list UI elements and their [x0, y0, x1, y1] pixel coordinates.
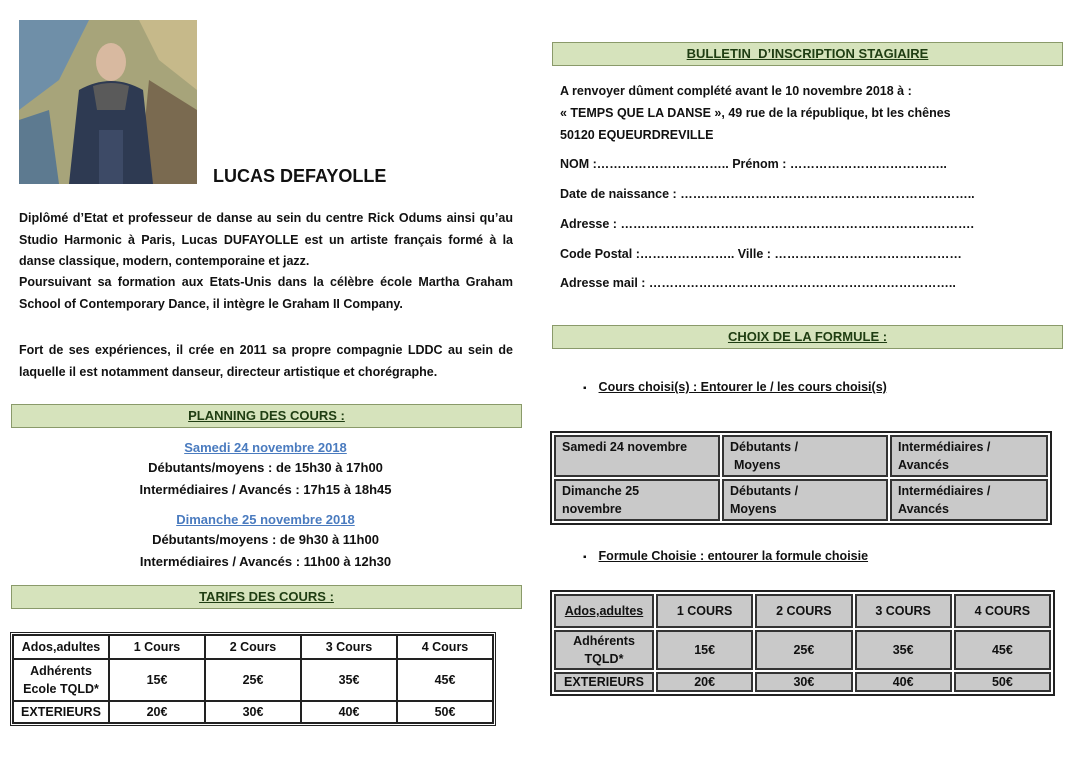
bio-paragraph-3: Fort de ses expériences, il crée en 2011 sa propre compagnie LDDC au sein de laquelle il est notamment danseur, directeur artistique et chorégraphe.	[19, 343, 513, 379]
bullet-formule	[583, 549, 868, 563]
bullet-glyph: ▪	[583, 552, 587, 563]
formule-table	[550, 590, 1055, 696]
formule-option-2[interactable]: 2 COURS	[755, 594, 852, 628]
formule-option-1[interactable]: 1 COURS	[656, 594, 753, 628]
tarifs-band	[11, 585, 522, 609]
form-adresse-mail[interactable]: Adresse mail : ………………………………………………………………..	[560, 276, 956, 290]
table-cell: 50€	[397, 701, 493, 723]
bio-paragraph-1: Diplômé d’Etat et professeur de danse au sein du centre Rick Odums ainsi qu’au Studio Harmonic à Paris, Lucas DUFAYOLLE est un artiste français formé à la danse classique, modern, contemporaine et jazz.	[19, 211, 513, 268]
table-cell: 35€	[301, 659, 397, 701]
table-cell: Adhérents Ecole TQLD*	[13, 659, 109, 701]
cours-cell-text: Débutants /	[730, 484, 799, 498]
cours-cell-text: Avancés	[898, 458, 949, 472]
table-row	[13, 659, 493, 701]
table-cell: 1 Cours	[109, 635, 205, 659]
address-line-3: 50120 EQUEURDREVILLE	[560, 128, 714, 142]
table-cell: EXTERIEURS	[13, 701, 109, 723]
cours-cell-text: Intermédiaires /	[898, 484, 991, 498]
day2-title: Dimanche 25 novembre 2018	[176, 512, 355, 527]
cours-cell-text: Débutants /	[730, 440, 799, 454]
form-date-naissance[interactable]: Date de naissance : ……………………………………………………………..	[560, 187, 975, 201]
table-row	[554, 479, 1048, 521]
table-cell: Ados,adultes	[564, 604, 644, 618]
bullet-cours-text: Cours choisi(s) : Entourer le / les cours choisi(s)	[598, 380, 887, 394]
formule-price-cell[interactable]: 35€	[855, 630, 952, 670]
cours-cell-samedi[interactable]	[554, 435, 720, 477]
cours-cell-dimanche-debutants[interactable]	[722, 479, 888, 521]
formule-band	[552, 325, 1063, 349]
formule-price-cell[interactable]: 25€	[755, 630, 852, 670]
formule-price-cell[interactable]: 15€	[656, 630, 753, 670]
bulletin-band	[552, 42, 1063, 66]
table-cell: 25€	[205, 659, 301, 701]
table-cell: 45€	[397, 659, 493, 701]
bullet-formule-text: Formule Choisie : entourer la formule choisie	[598, 549, 869, 563]
bulletin-title: BULLETIN D’INSCRIPTION STAGIAIRE	[686, 46, 929, 61]
table-cell: 2 Cours	[205, 635, 301, 659]
address-line-1: A renvoyer dûment complété avant le 10 novembre 2018 à :	[560, 84, 912, 98]
table-row	[554, 672, 1051, 692]
table-cell: 3 Cours	[301, 635, 397, 659]
cours-cell-text: Intermédiaires /	[898, 440, 991, 454]
cours-cell-dimanche[interactable]	[554, 479, 720, 521]
day2-line2: Intermédiaires / Avancés : 11h00 à 12h30	[139, 554, 392, 569]
cours-cell-text: Samedi 24 novembre	[562, 440, 688, 454]
day1-line2: Intermédiaires / Avancés : 17h15 à 18h45	[139, 482, 392, 497]
formule-price-cell[interactable]: 50€	[954, 672, 1051, 692]
planning-band	[11, 404, 522, 428]
day1-title: Samedi 24 novembre 2018	[184, 440, 347, 455]
form-code-postal-ville[interactable]: Code Postal :………………….. Ville : ………………………………………	[560, 247, 962, 261]
table-cell: 20€	[109, 701, 205, 723]
cours-cell-samedi-debutants[interactable]	[722, 435, 888, 477]
formule-price-cell[interactable]: 45€	[954, 630, 1051, 670]
planning-title: PLANNING DES COURS :	[188, 408, 345, 423]
cours-cell-samedi-intermediaires[interactable]	[890, 435, 1048, 477]
address-line-2: « TEMPS QUE LA DANSE », 49 rue de la république, bt les chênes	[560, 106, 951, 120]
formule-price-cell[interactable]: 30€	[755, 672, 852, 692]
table-cell: Adhérents TQLD*	[554, 630, 654, 670]
cours-cell-text: Dimanche 25	[562, 484, 640, 498]
formule-header-cell	[554, 594, 654, 628]
tarifs-table	[10, 632, 496, 726]
formule-price-cell[interactable]: 20€	[656, 672, 753, 692]
portrait-image	[19, 20, 197, 184]
formule-option-4[interactable]: 4 COURS	[954, 594, 1051, 628]
cours-cell-text: novembre	[562, 502, 622, 516]
table-row	[13, 635, 493, 659]
bio-paragraph-2: Poursuivant sa formation aux Etats-Unis dans la célèbre école Martha Graham School of Contemporary Dance, il intègre le Graham II Company.	[19, 275, 513, 311]
form-adresse[interactable]: Adresse : ………………………………………………………………………….	[560, 217, 974, 231]
schedule	[11, 438, 520, 573]
cours-cell-text: Moyens	[734, 458, 781, 472]
table-cell: 30€	[205, 701, 301, 723]
formule-price-cell[interactable]: 40€	[855, 672, 952, 692]
cours-cell-text: Avancés	[898, 502, 949, 516]
teacher-name: LUCAS DEFAYOLLE	[213, 166, 387, 186]
table-cell: EXTERIEURS	[554, 672, 654, 692]
table-cell: 40€	[301, 701, 397, 723]
table-cell: Ados,adultes	[13, 635, 109, 659]
table-row	[554, 435, 1048, 477]
table-row	[554, 594, 1051, 628]
day2-line1: Débutants/moyens : de 9h30 à 11h00	[152, 532, 379, 547]
table-cell: 4 Cours	[397, 635, 493, 659]
table-row	[554, 630, 1051, 670]
portrait-photo	[19, 20, 197, 184]
day1-line1: Débutants/moyens : de 15h30 à 17h00	[148, 460, 383, 475]
cours-cell-dimanche-intermediaires[interactable]	[890, 479, 1048, 521]
tarifs-title: TARIFS DES COURS :	[199, 589, 334, 604]
bullet-cours	[583, 380, 887, 394]
bullet-glyph: ▪	[583, 383, 587, 394]
formule-title: CHOIX DE LA FORMULE :	[727, 329, 888, 344]
formule-option-3[interactable]: 3 COURS	[855, 594, 952, 628]
cours-cell-text: Moyens	[730, 502, 777, 516]
form-nom-prenom[interactable]: NOM :………………………….. Prénom : ………………………………..	[560, 157, 947, 171]
cours-table	[550, 431, 1052, 525]
table-row	[13, 701, 493, 723]
table-cell: 15€	[109, 659, 205, 701]
